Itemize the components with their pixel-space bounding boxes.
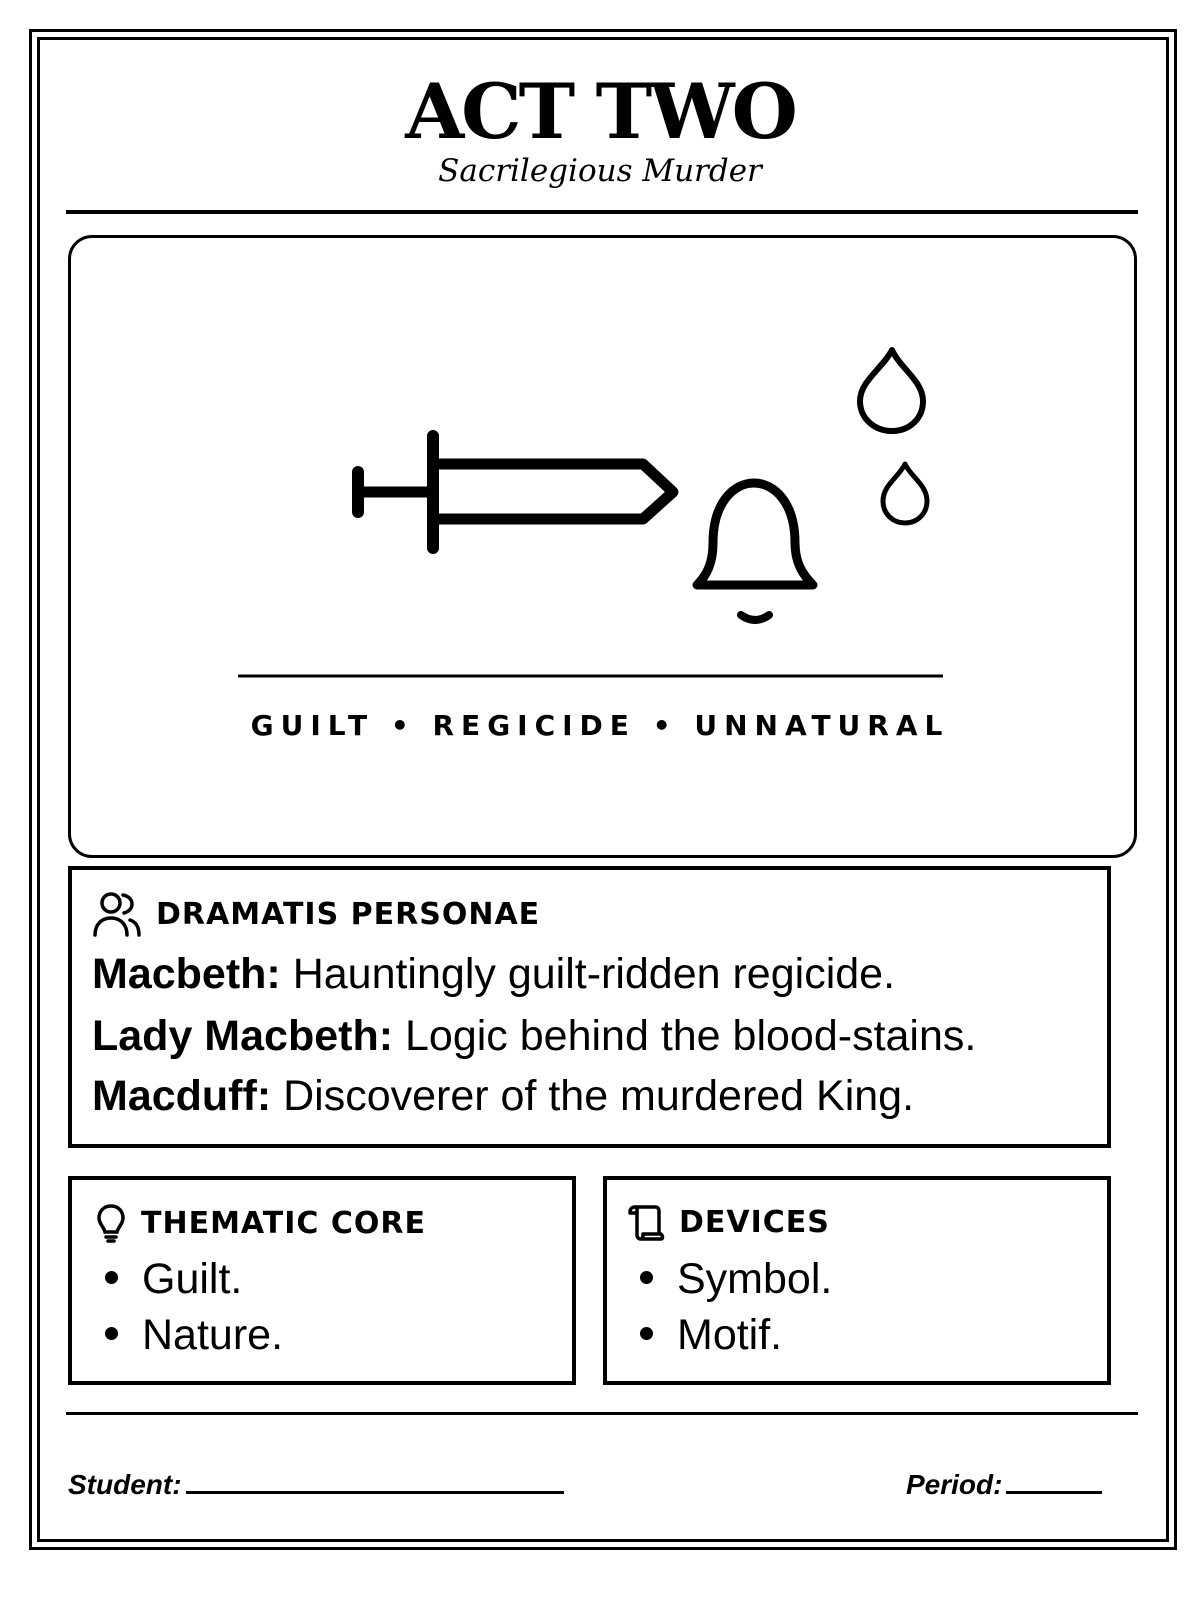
character-description: Hauntingly guilt-ridden regicide. [292,950,896,998]
list-item: Symbol. [640,1253,832,1305]
illustration-panel [68,235,1137,858]
theme-word: REGICIDE [432,709,636,742]
period-label: Period: [906,1469,1003,1500]
scroll-icon [627,1203,665,1241]
footer-divider [66,1412,1138,1415]
theme-keywords [235,709,965,743]
bell-icon [697,483,813,620]
section-heading: DRAMATIS PERSONAE [156,896,541,932]
card-subtitle: Sacrilegious Murder [438,153,762,189]
period-field [906,1468,1102,1502]
character-name: Macbeth: [92,950,281,998]
character-name: Macduff: [92,1072,272,1120]
theme-word: UNNATURAL [694,709,950,742]
character-name: Lady Macbeth: [92,1012,394,1060]
student-field [68,1468,564,1502]
blood-drop-icon [860,350,923,431]
character-description: Logic behind the blood-stains. [405,1012,977,1060]
illustration-art [71,238,1133,854]
dagger-icon [358,436,673,548]
character-line [92,1070,914,1122]
card-title: ACT TWO [405,67,795,156]
lightbulb-icon [95,1203,127,1243]
theme-word: GUILT [250,709,375,742]
blood-drop-icon [883,464,927,523]
character-line [92,948,895,1000]
student-name-blank[interactable] [186,1469,564,1494]
theme-separator: • [390,709,416,742]
header-divider [66,210,1138,214]
dramatis-personae-heading [92,891,540,937]
section-heading: DEVICES [679,1204,830,1240]
thematic-core-heading [95,1203,426,1243]
users-icon [92,891,142,937]
character-line [92,1010,976,1062]
character-description: Discoverer of the murdered King. [283,1072,915,1120]
student-label: Student: [68,1469,182,1500]
list-item: Nature. [105,1309,283,1361]
list-item: Guilt. [105,1253,242,1305]
devices-heading [627,1203,830,1241]
list-item: Motif. [640,1309,782,1361]
section-heading: THEMATIC CORE [141,1205,427,1241]
theme-separator: • [652,709,678,742]
period-blank[interactable] [1006,1469,1102,1494]
